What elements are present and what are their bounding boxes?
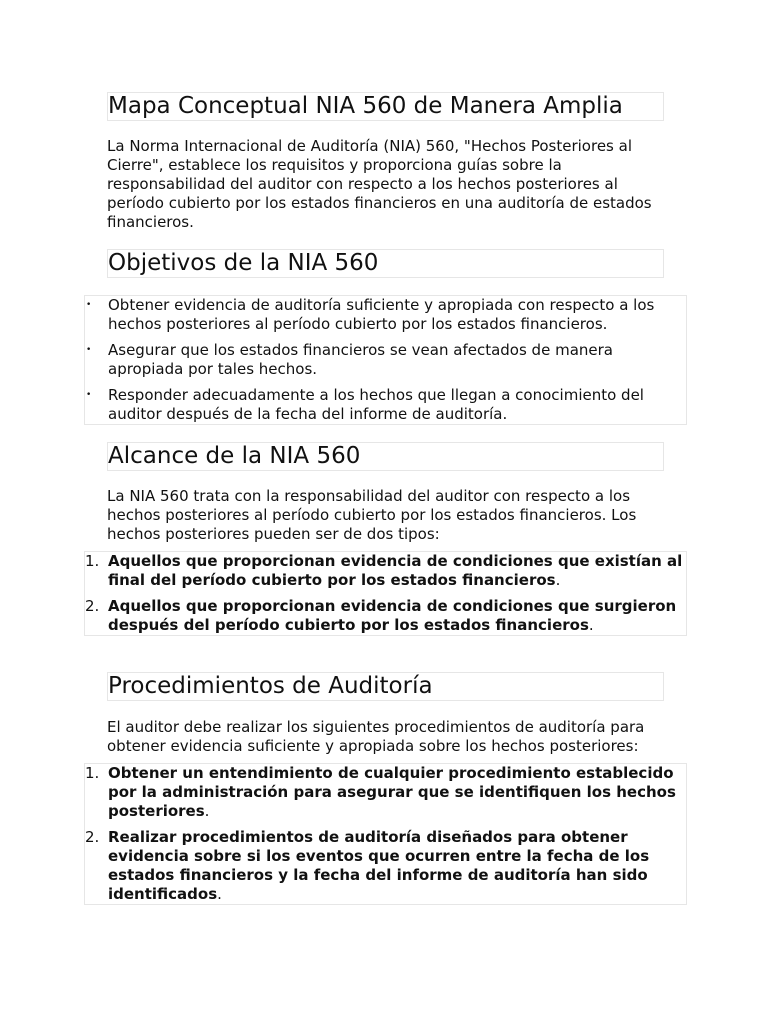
objective-text: Asegurar que los estados financieros se vean afectados de manera apropiada por tales hechos.	[108, 341, 613, 378]
scope-item-text: Aquellos que proporcionan evidencia de condiciones que surgieron después del período cubierto por los estados financieros	[108, 597, 677, 634]
bullet-icon: •	[86, 300, 92, 310]
objective-text: Obtener evidencia de auditoría suficiente y apropiada con respecto a los hechos posteriores al período cubierto por los estados financieros.	[108, 296, 655, 333]
scope-heading: Alcance de la NIA 560	[107, 442, 664, 471]
scope-item-text: Aquellos que proporcionan evidencia de condiciones que existían al final del período cubierto por los estados financieros	[108, 552, 683, 589]
intro-paragraph: La Norma Internacional de Auditoría (NIA) 560, "Hechos Posteriores al Cierre", establece los requisitos y proporciona guías sobre la responsabilidad del auditor con respecto a los hechos posteriores al período cubierto por los estados financieros en una auditoría de estados financieros.	[107, 137, 652, 231]
objective-text: Responder adecuadamente a los hechos que llegan a conocimiento del auditor después de la fecha del informe de auditoría.	[108, 386, 644, 423]
scope-paragraph: La NIA 560 trata con la responsabilidad del auditor con respecto a los hechos posteriores al período cubierto por los estados financieros. Los hechos posteriores pueden ser de dos tipos:	[107, 487, 637, 543]
procedures-list	[84, 763, 687, 905]
objectives-list	[84, 295, 687, 425]
list-item	[85, 764, 686, 821]
list-number: 2.	[85, 828, 100, 846]
procedures-heading: Procedimientos de Auditoría	[107, 672, 664, 701]
scope-item-tail: .	[555, 571, 561, 589]
document-title: Mapa Conceptual NIA 560 de Manera Amplia	[107, 92, 664, 121]
scope-item-tail: .	[588, 616, 594, 634]
list-item	[86, 386, 686, 424]
procedure-item-tail: .	[204, 802, 210, 820]
list-number: 1.	[85, 552, 100, 570]
bullet-icon: •	[86, 390, 92, 400]
procedure-item-text: Obtener un entendimiento de cualquier procedimiento establecido por la administración para asegurar que se identifiquen los hechos posteriores	[108, 764, 676, 820]
procedures-paragraph: El auditor debe realizar los siguientes procedimientos de auditoría para obtener evidencia suficiente y apropiada sobre los hechos posteriores:	[107, 718, 645, 755]
procedure-item-text: Realizar procedimientos de auditoría diseñados para obtener evidencia sobre si los eventos que ocurren entre la fecha de los estados financieros y la fecha del informe de auditoría han sido identificados	[108, 828, 650, 903]
list-item	[86, 341, 686, 379]
procedure-item-tail: .	[217, 885, 222, 903]
objectives-heading: Objetivos de la NIA 560	[107, 249, 664, 278]
list-item	[85, 597, 686, 635]
list-number: 2.	[85, 597, 100, 615]
bullet-icon: •	[86, 345, 92, 355]
list-item	[85, 828, 686, 904]
list-item	[86, 296, 686, 334]
list-item	[85, 552, 686, 590]
scope-list	[84, 551, 687, 636]
list-number: 1.	[85, 764, 100, 782]
